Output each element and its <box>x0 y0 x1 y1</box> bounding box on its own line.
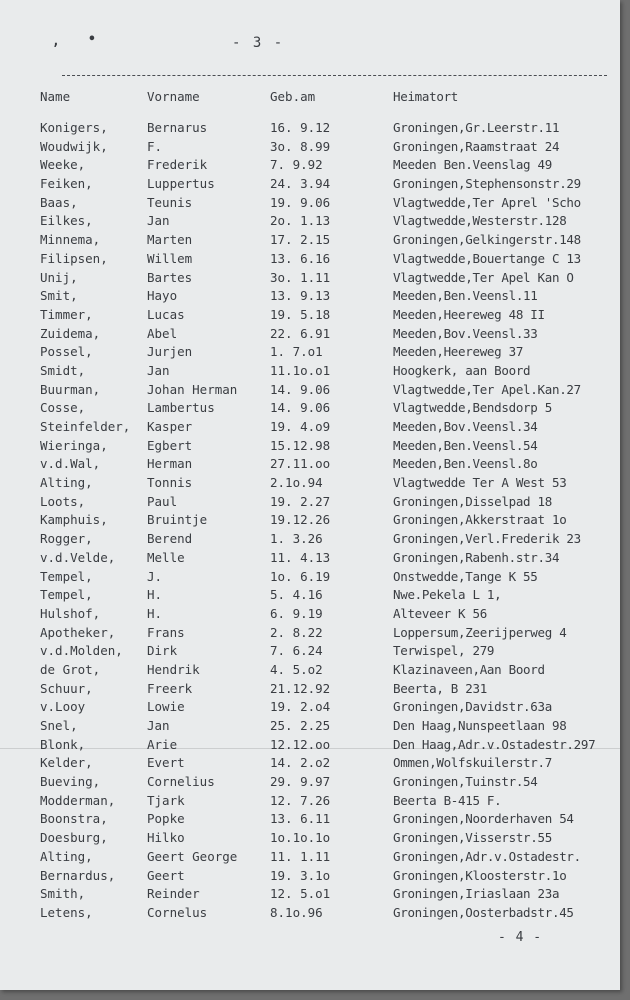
cell-vorname: Lucas <box>147 306 185 322</box>
cell-name: v.d.Velde, <box>40 549 116 565</box>
cell-geb-am: 22. 6.91 <box>270 325 331 341</box>
cell-geb-am: 13. 9.13 <box>270 288 331 304</box>
cell-heimatort: Groningen,Gr.Leerstr.11 <box>393 120 560 135</box>
cell-geb-am: 11. 4.13 <box>270 549 331 565</box>
cell-geb-am: 5. 4.16 <box>270 587 323 603</box>
table-row <box>0 811 620 830</box>
cell-heimatort: Meeden,Ben.Veensl.11 <box>393 288 538 304</box>
table-row <box>0 326 620 345</box>
cell-geb-am: 17. 2.15 <box>270 232 331 248</box>
table-row <box>0 625 620 644</box>
cell-name: Cosse, <box>40 400 86 416</box>
table-row <box>0 905 620 924</box>
cell-geb-am: 21.12.92 <box>270 680 331 696</box>
cell-vorname: Kasper <box>147 419 193 434</box>
cell-heimatort: Den Haag,Adr.v.Ostadestr.297 <box>393 736 596 752</box>
cell-geb-am: 19. 4.o9 <box>270 419 331 434</box>
cell-heimatort: Groningen,Noorderhaven 54 <box>393 811 574 827</box>
cell-heimatort: Groningen,Rabenh.str.34 <box>393 549 560 565</box>
cell-vorname: Frans <box>147 624 185 640</box>
header-name: Name <box>40 89 71 104</box>
table-row <box>0 307 620 326</box>
cell-geb-am: 16. 9.12 <box>270 120 331 135</box>
cell-geb-am: 27.11.oo <box>270 456 331 472</box>
cell-name: Kelder, <box>40 755 93 771</box>
table-row <box>0 475 620 494</box>
cell-heimatort: Meeden Ben.Veenslag 49 <box>393 157 552 173</box>
cell-vorname: Arie <box>147 736 178 752</box>
table-row <box>0 886 620 905</box>
cell-vorname: Lambertus <box>147 400 215 416</box>
cell-geb-am: 8.1o.96 <box>270 904 323 920</box>
cell-vorname: Geert <box>147 867 185 883</box>
cell-name: Zuidema, <box>40 325 101 341</box>
cell-vorname: Bernarus <box>147 120 208 135</box>
cell-vorname: Tonnis <box>147 475 193 491</box>
cell-name: Apotheker, <box>40 624 116 640</box>
page-number: - 3 - <box>232 35 285 51</box>
table-row <box>0 438 620 457</box>
cell-name: Woudwijk, <box>40 138 108 154</box>
cell-geb-am: 11.1o.o1 <box>270 362 331 378</box>
cell-vorname: Popke <box>147 811 185 827</box>
table-row <box>0 176 620 195</box>
cell-geb-am: 12. 5.o1 <box>270 886 331 902</box>
cell-heimatort: Groningen,Gelkingerstr.148 <box>393 232 581 248</box>
cell-geb-am: 14. 9.06 <box>270 381 331 397</box>
cell-name: Bueving, <box>40 774 101 790</box>
cell-geb-am: 7. 9.92 <box>270 157 323 173</box>
cell-vorname: Cornelus <box>147 904 208 920</box>
cell-vorname: Hayo <box>147 288 178 304</box>
cell-name: Konigers, <box>40 120 108 135</box>
cell-heimatort: Groningen,Verl.Frederik 23 <box>393 531 581 547</box>
cell-vorname: Bruintje <box>147 512 208 528</box>
header-rule <box>62 75 607 76</box>
cell-heimatort: Vlagtwedde,Ter Apel Kan O <box>393 269 574 285</box>
cell-name: Steinfelder, <box>40 419 131 434</box>
cell-heimatort: Vlagtwedde Ter A West 53 <box>393 475 567 491</box>
table-row <box>0 681 620 700</box>
table-row <box>0 139 620 158</box>
cell-geb-am: 12.12.oo <box>270 736 331 752</box>
cell-heimatort: Meeden,Ben.Veensl.8o <box>393 456 538 472</box>
table-row <box>0 550 620 569</box>
cell-geb-am: 14. 2.o2 <box>270 755 331 771</box>
cell-heimatort: Beerta B-415 F. <box>393 792 502 808</box>
cell-vorname: Paul <box>147 493 178 509</box>
cell-vorname: Abel <box>147 325 178 341</box>
cell-vorname: Jurjen <box>147 344 193 360</box>
cell-heimatort: Terwispel, 279 <box>393 643 495 659</box>
cell-geb-am: 15.12.98 <box>270 437 331 453</box>
next-page-number: - 4 - <box>498 930 543 945</box>
cell-vorname: Frederik <box>147 157 208 173</box>
table-row <box>0 849 620 868</box>
cell-vorname: F. <box>147 138 163 154</box>
cell-heimatort: Groningen,Adr.v.Ostadestr. <box>393 848 581 864</box>
cell-name: Smit, <box>40 288 78 304</box>
cell-heimatort: Groningen,Akkerstraat 1o <box>393 512 567 528</box>
cell-vorname: Jan <box>147 718 170 733</box>
cell-geb-am: 19. 2.o4 <box>270 699 331 715</box>
cell-heimatort: Groningen,Visserstr.55 <box>393 830 552 846</box>
cell-name: Blonk, <box>40 736 86 752</box>
cell-geb-am: 2.1o.94 <box>270 475 323 491</box>
cell-heimatort: Hoogkerk, aan Boord <box>393 362 531 378</box>
cell-heimatort: Vlagtwedde,Ter Apel.Kan.27 <box>393 381 581 397</box>
cell-geb-am: 7. 6.24 <box>270 643 323 659</box>
table-row <box>0 251 620 270</box>
ink-mark-right: • <box>88 32 96 47</box>
cell-vorname: Jan <box>147 213 170 229</box>
table-row <box>0 400 620 419</box>
cell-geb-am: 19.12.26 <box>270 512 331 528</box>
table-row <box>0 195 620 214</box>
cell-geb-am: 13. 6.11 <box>270 811 331 827</box>
cell-name: Minnema, <box>40 232 101 248</box>
cell-heimatort: Den Haag,Nunspeetlaan 98 <box>393 718 567 733</box>
table-row <box>0 456 620 475</box>
cell-heimatort: Groningen,Disselpad 18 <box>393 493 552 509</box>
cell-name: Smidt, <box>40 362 86 378</box>
cell-vorname: J. <box>147 568 163 584</box>
cell-geb-am: 19. 9.06 <box>270 194 331 210</box>
cell-heimatort: Meeden,Heereweg 37 <box>393 344 524 360</box>
cell-heimatort: Groningen,Raamstraat 24 <box>393 138 560 154</box>
cell-geb-am: 6. 9.19 <box>270 605 323 621</box>
cell-name: Possel, <box>40 344 93 360</box>
cell-geb-am: 19. 2.27 <box>270 493 331 509</box>
cell-vorname: Johan Herman <box>147 381 238 397</box>
cell-heimatort: Beerta, B 231 <box>393 680 487 696</box>
ink-mark-left: , <box>52 34 60 49</box>
cell-heimatort: Vlagtwedde,Bendsdorp 5 <box>393 400 552 416</box>
cell-vorname: Hendrik <box>147 661 200 677</box>
table-row <box>0 232 620 251</box>
header-heimatort: Heimatort <box>393 89 459 104</box>
cell-vorname: Marten <box>147 232 193 248</box>
cell-name: Loots, <box>40 493 86 509</box>
cell-vorname: Reinder <box>147 886 200 902</box>
cell-geb-am: 29. 9.97 <box>270 774 331 790</box>
cell-heimatort: Groningen,Tuinstr.54 <box>393 774 538 790</box>
cell-name: v.d.Molden, <box>40 643 123 659</box>
cell-name: Wieringa, <box>40 437 108 453</box>
cell-heimatort: Meeden,Ben.Veensl.54 <box>393 437 538 453</box>
cell-vorname: Egbert <box>147 437 193 453</box>
cell-name: Baas, <box>40 194 78 210</box>
cell-vorname: Willem <box>147 250 193 266</box>
cell-geb-am: 3o. 8.99 <box>270 138 331 154</box>
cell-geb-am: 1. 7.o1 <box>270 344 323 360</box>
cell-name: v.Looy <box>40 699 86 715</box>
cell-heimatort: Ommen,Wolfskuilerstr.7 <box>393 755 552 771</box>
cell-name: Alting, <box>40 848 93 864</box>
table-row <box>0 382 620 401</box>
table-row <box>0 569 620 588</box>
cell-heimatort: Groningen,Iriaslaan 23a <box>393 886 560 902</box>
cell-heimatort: Groningen,Stephensonstr.29 <box>393 176 581 192</box>
cell-heimatort: Vlagtwedde,Ter Aprel 'Scho <box>393 194 581 210</box>
table-row <box>0 494 620 513</box>
cell-vorname: Freerk <box>147 680 193 696</box>
cell-vorname: Teunis <box>147 194 193 210</box>
cell-geb-am: 19. 5.18 <box>270 306 331 322</box>
table-row <box>0 512 620 531</box>
table-row <box>0 587 620 606</box>
table-row <box>0 120 620 139</box>
cell-heimatort: Groningen,Davidstr.63a <box>393 699 552 715</box>
table-row <box>0 755 620 774</box>
cell-geb-am: 1o.1o.1o <box>270 830 331 846</box>
table-row <box>0 419 620 438</box>
cell-heimatort: Vlagtwedde,Bouertange C 13 <box>393 250 581 266</box>
cell-name: Unij, <box>40 269 78 285</box>
cell-name: Doesburg, <box>40 830 108 846</box>
cell-geb-am: 4. 5.o2 <box>270 661 323 677</box>
table-row <box>0 868 620 887</box>
cell-vorname: Geert George <box>147 848 238 864</box>
cell-vorname: Melle <box>147 549 185 565</box>
cell-heimatort: Klazinaveen,Aan Boord <box>393 661 545 677</box>
cell-name: Snel, <box>40 718 78 733</box>
cell-name: Kamphuis, <box>40 512 108 528</box>
table-row <box>0 643 620 662</box>
cell-geb-am: 25. 2.25 <box>270 718 331 733</box>
cell-name: Alting, <box>40 475 93 491</box>
table-row <box>0 288 620 307</box>
cell-vorname: Cornelius <box>147 774 215 790</box>
cell-heimatort: Groningen,Kloosterstr.1o <box>393 867 567 883</box>
table-row <box>0 344 620 363</box>
cell-name: Smith, <box>40 886 86 902</box>
cell-name: Buurman, <box>40 381 101 397</box>
cell-name: Schuur, <box>40 680 93 696</box>
cell-heimatort: Loppersum,Zeerijperweg 4 <box>393 624 567 640</box>
table-row <box>0 531 620 550</box>
cell-name: Tempel, <box>40 568 93 584</box>
cell-heimatort: Onstwedde,Tange K 55 <box>393 568 538 584</box>
cell-vorname: Hilko <box>147 830 185 846</box>
cell-heimatort: Meeden,Heereweg 48 II <box>393 306 545 322</box>
cell-geb-am: 11. 1.11 <box>270 848 331 864</box>
cell-heimatort: Meeden,Bov.Veensl.34 <box>393 419 538 434</box>
cell-vorname: Jan <box>147 362 170 378</box>
table-row <box>0 270 620 289</box>
table-row <box>0 737 620 756</box>
cell-heimatort: Meeden,Bov.Veensl.33 <box>393 325 538 341</box>
cell-geb-am: 3o. 1.11 <box>270 269 331 285</box>
cell-name: Bernardus, <box>40 867 116 883</box>
cell-heimatort: Nwe.Pekela L 1, <box>393 587 502 603</box>
cell-name: Timmer, <box>40 306 93 322</box>
table-row <box>0 774 620 793</box>
cell-heimatort: Vlagtwedde,Westerstr.128 <box>393 213 567 229</box>
cell-name: Eilkes, <box>40 213 93 229</box>
cell-geb-am: 12. 7.26 <box>270 792 331 808</box>
cell-vorname: Luppertus <box>147 176 215 192</box>
cell-heimatort: Groningen,Oosterbadstr.45 <box>393 904 574 920</box>
cell-vorname: H. <box>147 587 163 603</box>
table-row <box>0 213 620 232</box>
cell-geb-am: 13. 6.16 <box>270 250 331 266</box>
table-row <box>0 793 620 812</box>
table-row <box>0 718 620 737</box>
table-row <box>0 699 620 718</box>
cell-vorname: Berend <box>147 531 193 547</box>
cell-geb-am: 1. 3.26 <box>270 531 323 547</box>
person-list <box>0 120 620 924</box>
cell-heimatort: Alteveer K 56 <box>393 605 487 621</box>
cell-name: Hulshof, <box>40 605 101 621</box>
cell-vorname: Herman <box>147 456 193 472</box>
cell-vorname: Lowie <box>147 699 185 715</box>
cell-vorname: Evert <box>147 755 185 771</box>
cell-geb-am: 1o. 6.19 <box>270 568 331 584</box>
cell-name: v.d.Wal, <box>40 456 101 472</box>
cell-name: Filipsen, <box>40 250 108 266</box>
cell-name: Tempel, <box>40 587 93 603</box>
header-vorname: Vorname <box>147 89 200 104</box>
cell-vorname: H. <box>147 605 163 621</box>
table-row <box>0 157 620 176</box>
cell-geb-am: 2. 8.22 <box>270 624 323 640</box>
table-row <box>0 662 620 681</box>
table-row <box>0 363 620 382</box>
cell-name: Modderman, <box>40 792 116 808</box>
cell-geb-am: 14. 9.06 <box>270 400 331 416</box>
cell-vorname: Tjark <box>147 792 185 808</box>
table-row <box>0 606 620 625</box>
cell-vorname: Dirk <box>147 643 178 659</box>
cell-name: Feiken, <box>40 176 93 192</box>
cell-name: Weeke, <box>40 157 86 173</box>
cell-geb-am: 2o. 1.13 <box>270 213 331 229</box>
cell-vorname: Bartes <box>147 269 193 285</box>
cell-name: Rogger, <box>40 531 93 547</box>
cell-geb-am: 19. 3.1o <box>270 867 331 883</box>
cell-geb-am: 24. 3.94 <box>270 176 331 192</box>
table-row <box>0 830 620 849</box>
cell-name: de Grot, <box>40 661 101 677</box>
cell-name: Boonstra, <box>40 811 108 827</box>
cell-name: Letens, <box>40 904 93 920</box>
header-geb-am: Geb.am <box>270 89 316 104</box>
